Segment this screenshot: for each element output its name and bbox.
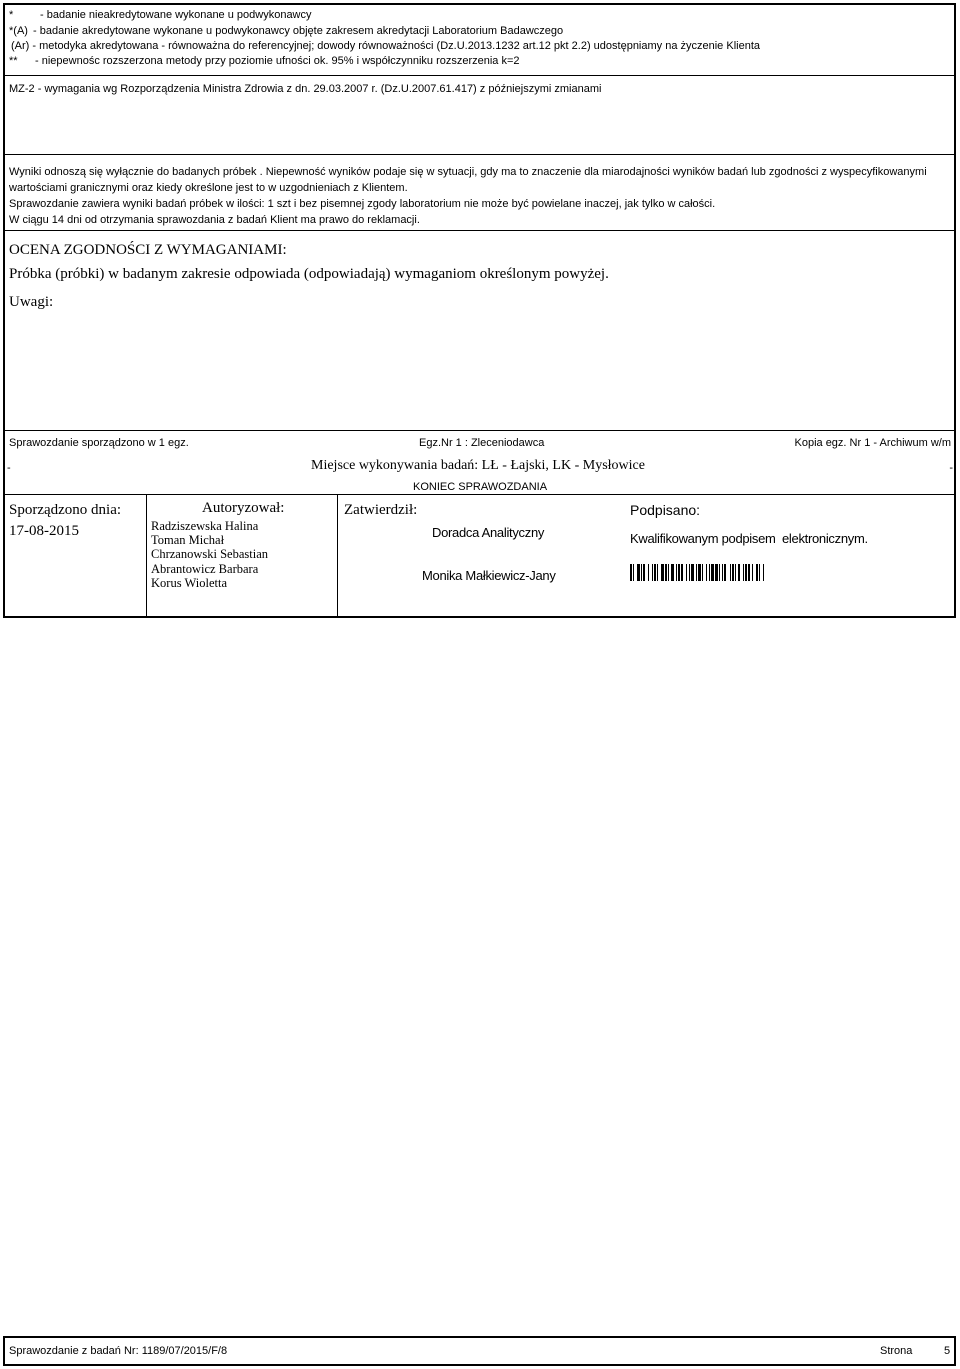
legend-mark: * <box>9 9 14 21</box>
author-name: Korus Wioletta <box>151 575 227 590</box>
prepared-date-label: Sporządzono dnia: <box>9 502 122 518</box>
divider <box>3 154 956 155</box>
legend-text-3: (Ar) - metodyka akredytowana - równoważna do referencyjnej; dowody równoważności (Dz.U.2013.1232 art.12 pkt 2.2) udostępniamy na życzenie Klienta <box>11 40 760 52</box>
author-name: Toman Michał <box>151 533 225 548</box>
approved-label: Zatwierdził: <box>344 502 418 518</box>
author-name: Chrzanowski Sebastian <box>151 547 268 562</box>
footer-report-number: Sprawozdanie z badań Nr: 1189/07/2015/F/8 <box>9 1345 228 1357</box>
assessment-text: Próbka (próbki) w badanym zakresie odpowiada (odpowiadają) wymaganiom określonym powyżej. <box>9 266 609 282</box>
end-of-report: KONIEC SPRAWOZDANIA <box>413 481 548 493</box>
copy-1: Egz.Nr 1 : Zleceniodawca <box>419 437 545 449</box>
legend-text-5: MZ-2 - wymagania wg Rozporządzenia Ministra Zdrowia z dn. 29.03.2007 r. (Dz.U.2007.61.417) z późniejszymi zmianami <box>9 83 602 95</box>
author-name: Radziszewska Halina <box>151 519 259 533</box>
signed-text-2: elektronicznym. <box>782 531 868 546</box>
legend-text-2: - badanie akredytowane wykonane u podwykonawcy objęte zakresem akredytacji Laboratorium Badawczego <box>33 25 564 37</box>
legend-text-4: - niepewnośc rozszerzona metody przy poziomie ufności ok. 95% i współczynniku rozszerzenia k=2 <box>35 55 520 67</box>
legend-line-1 <box>9 9 13 21</box>
author-name: Abrantowicz Barbara <box>151 561 259 576</box>
remarks-label: Uwagi: <box>9 294 54 310</box>
divider <box>3 75 956 76</box>
column-divider <box>337 494 338 618</box>
footer-page-label: Strona <box>880 1345 913 1357</box>
authorized-label: Autoryzował: <box>202 500 285 516</box>
prepared-date: 17-08-2015 <box>9 523 79 539</box>
legend-mark-4: ** <box>9 55 18 67</box>
test-location: Miejsce wykonywania badań: LŁ - Łajski, LK - Mysłowice <box>311 458 645 473</box>
approver-name: Monika Małkiewicz-Jany <box>422 568 556 583</box>
note-line-2: wartościami granicznymi oraz kiedy określone jest to w uzgodnieniach z Klientem. <box>9 182 408 194</box>
note-line-3: Sprawozdanie zawiera wyniki badań próbek w ilości: 1 szt i bez pisemnej zgody laboratorium nie może być powielane inaczej, jak tylko w całości. <box>9 198 716 210</box>
copy-2: Kopia egz. Nr 1 - Archiwum w/m <box>794 437 951 449</box>
divider <box>3 430 956 431</box>
legend-mark-2: *(A) <box>9 25 28 37</box>
note-line-4: W ciągu 14 dni od otrzymania sprawozdania z badań Klient ma prawo do reklamacji. <box>9 214 420 226</box>
approver-title: Doradca Analityczny <box>432 525 545 540</box>
legend-text-1: - badanie nieakredytowane wykonane u podwykonawcy <box>40 9 312 21</box>
assessment-heading: OCENA ZGODNOŚCI Z WYMAGANIAMI: <box>9 242 287 258</box>
dash-marker: - <box>7 462 11 474</box>
signature-barcode <box>630 564 875 581</box>
signed-label: Podpisano: <box>630 502 701 518</box>
signed-text-1: Kwalifikowanym podpisem <box>630 531 776 546</box>
column-divider <box>146 494 147 618</box>
authors-list <box>151 519 268 590</box>
copies-prepared: Sprawozdanie sporządzono w 1 egz. <box>9 437 189 449</box>
footer-page-number: 5 <box>944 1345 951 1357</box>
dash-marker: - <box>949 462 953 474</box>
divider <box>3 230 956 231</box>
note-line-1: Wyniki odnoszą się wyłącznie do badanych próbek . Niepewność wyników podaje się w sytuacji, gdy ma to znaczenie dla miarodajności wyników badań lub zgodności z wyspecyfikowanymi <box>9 166 927 178</box>
